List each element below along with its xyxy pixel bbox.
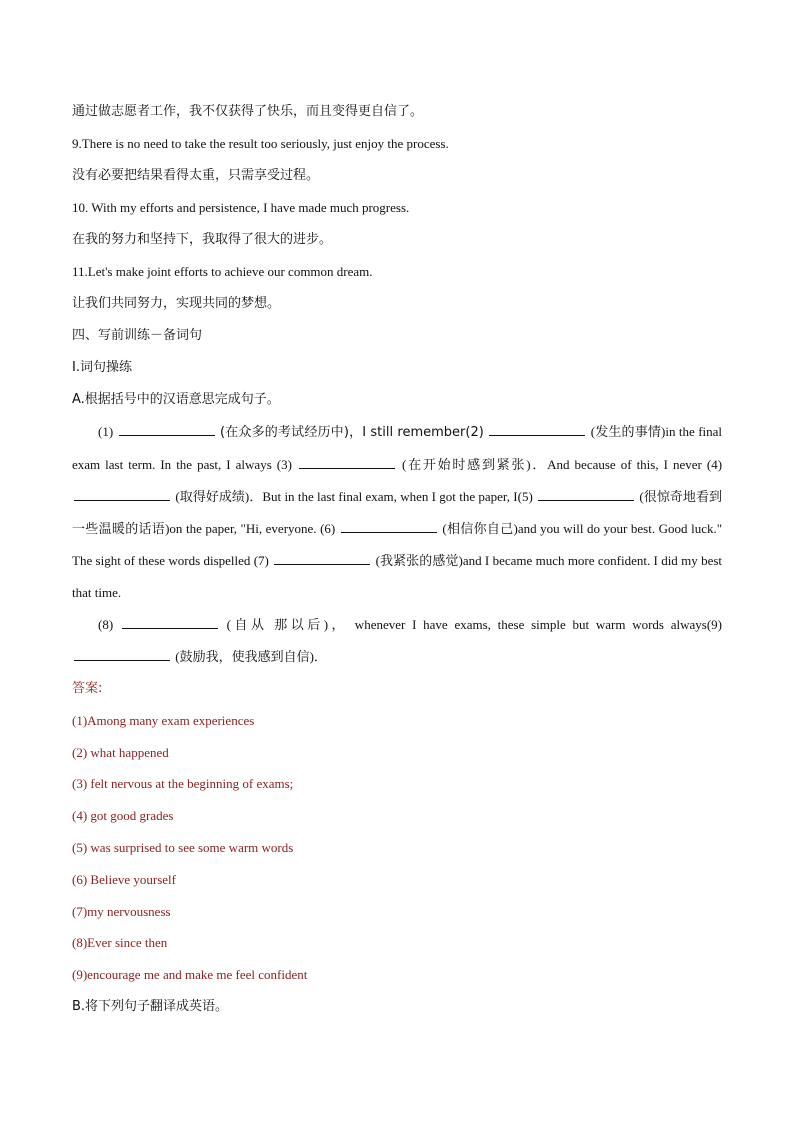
answer-blank-3[interactable] — [299, 456, 395, 469]
answer-item: (7)my nervousness — [72, 903, 171, 919]
document-page — [72, 96, 722, 1023]
exercise-paragraph-1 — [72, 416, 722, 609]
answer-item: (4) got good grades — [72, 808, 174, 824]
exercise-text: (鼓励我，使我感到自信)． — [175, 649, 327, 664]
instruction-line: A.根据括号中的汉语意思完成句子。 — [72, 392, 280, 407]
text-line: 10. With my efforts and persistence, I have made much progress. — [72, 200, 410, 215]
exercise-text: (相信你自己)and you will do your best. Good luck." The sight of these words dispelled (7) — [72, 521, 723, 568]
subsection-heading: I.词句操练 — [72, 360, 132, 375]
text-line: 通过做志愿者工作，我不仅获得了快乐，而且变得更自信了。 — [72, 104, 424, 119]
exercise-paragraph-2 — [72, 609, 722, 673]
exercise-text: (我紧张的感觉)and I became much more confident. I did my best that time. — [72, 553, 723, 600]
answer-item: (3) felt nervous at the beginning of exams; — [72, 776, 294, 792]
text-line: 9.There is no need to take the result too seriously, just enjoy the process. — [72, 136, 449, 151]
answer-blank-9[interactable] — [74, 648, 170, 661]
answer-item: (1)Among many exam experiences — [72, 712, 255, 728]
blank-number: (8) — [98, 617, 114, 632]
answer-label: 答案: — [72, 681, 103, 696]
exercise-text: (自从 那以后)， whenever I have exams, these simple but warm words always(9) — [226, 617, 723, 632]
top-lines — [72, 96, 722, 416]
answer-blank-5[interactable] — [538, 488, 634, 501]
blank-number: (1) — [98, 424, 114, 439]
section-b-heading: B.将下列句子翻译成英语。 — [72, 998, 229, 1014]
answer-blank-8[interactable] — [122, 616, 218, 629]
answer-item: (5) was surprised to see some warm words — [72, 839, 294, 855]
answer-blank-7[interactable] — [274, 552, 370, 565]
section-heading: 四、写前训练－备词句 — [72, 328, 203, 343]
answer-blank-1[interactable] — [119, 423, 215, 436]
answer-blank-4[interactable] — [74, 488, 170, 501]
text-line: 让我们共同努力，实现共同的梦想。 — [72, 296, 281, 311]
answer-item: (6) Believe yourself — [72, 871, 176, 887]
answer-item: (8)Ever since then — [72, 935, 168, 951]
exercise-text: (在众多的考试经历中)，I still remember(2) — [220, 425, 484, 440]
exercise-text: (发生的事情)in the final exam last term. In the past, I always (3) — [72, 424, 723, 472]
answer-blank-6[interactable] — [341, 520, 437, 533]
exercise-text: (很惊奇地看到一些温暖的话语)on the paper, "Hi, everyone. (6) — [72, 489, 723, 536]
answer-blank-2[interactable] — [489, 423, 585, 436]
text-line: 没有必要把结果看得太重，只需享受过程。 — [72, 168, 320, 183]
exercise-text: (取得好成绩)．But in the last final exam, when I got the paper, I(5) — [175, 489, 533, 504]
answer-item: (9)encourage me and make me feel confident — [72, 967, 308, 983]
answer-item: (2) what happened — [72, 744, 169, 760]
exercise-text: (在开始时感到紧张)．And because of this, I never (4) — [402, 457, 723, 472]
text-line: 11.Let's make joint efforts to achieve our common dream. — [72, 264, 373, 279]
text-line: 在我的努力和坚持下，我取得了很大的进步。 — [72, 232, 333, 247]
answer-section — [72, 673, 722, 991]
